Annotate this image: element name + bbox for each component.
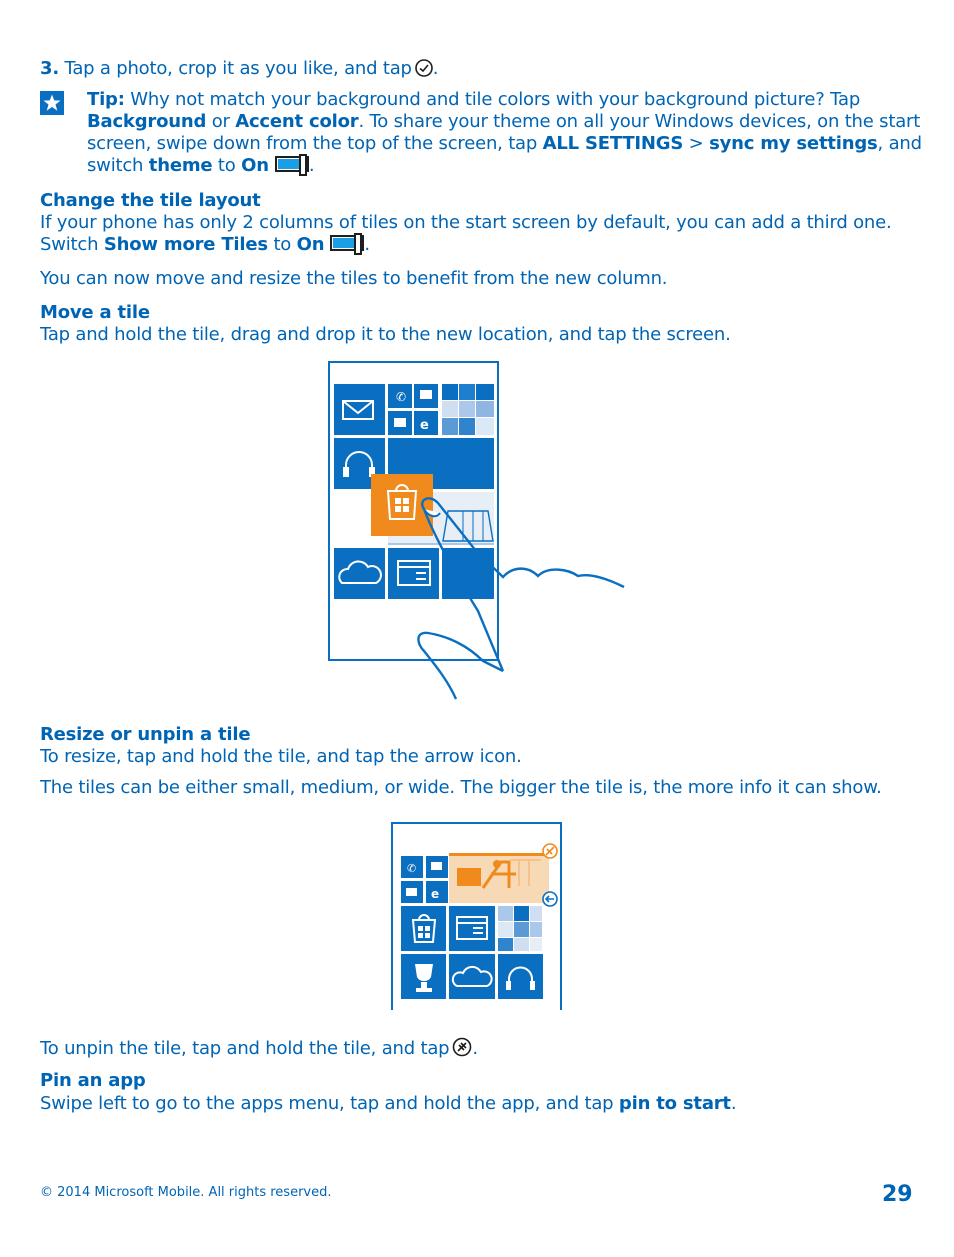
footer-copyright: © 2014 Microsoft Mobile. All rights reserved.	[40, 1185, 332, 1200]
step-3-text: Tap a photo, crop it as you like, and tap	[64, 58, 412, 79]
svg-text:e: e	[431, 887, 440, 901]
toggle-on-icon	[330, 235, 364, 251]
heading-move-tile: Move a tile	[40, 302, 150, 323]
resize-unpin-text: To resize, tap and hold the tile, and tap the arrow icon.	[40, 746, 522, 767]
change-layout-line2: Switch Show more Tiles to On .	[40, 234, 370, 255]
page-number: 29	[882, 1182, 913, 1207]
resize-sizes-text: The tiles can be either small, medium, or wide. The bigger the tile is, the more info it can show.	[40, 777, 882, 798]
step-3: 3. Tap a photo, crop it as you like, and tap .	[40, 58, 439, 79]
unpin-text: To unpin the tile, tap and hold the tile, and tap .	[40, 1038, 478, 1059]
svg-text:e: e	[420, 418, 429, 433]
move-tile-text: Tap and hold the tile, drag and drop it to the new location, and tap the screen.	[40, 324, 731, 345]
tip-paragraph: Tip: Why not match your background and tile colors with your background picture? Tap Background or Accent color. To share your theme on all your Windows devices, on the start screen, swipe down from the top of the screen, tap ALL SETTINGS > sync my settings, and switch theme to On .	[87, 89, 922, 176]
tip-label: Tip:	[87, 89, 125, 110]
checkmark-circle-icon	[415, 59, 433, 77]
heading-resize-unpin: Resize or unpin a tile	[40, 724, 251, 745]
toggle-on-icon	[275, 156, 309, 172]
tip-star-icon	[40, 91, 64, 115]
svg-text:✆: ✆	[407, 862, 417, 875]
change-layout-line1: If your phone has only 2 columns of tiles on the start screen by default, you can add a third one.	[40, 212, 892, 233]
svg-text:✆: ✆	[396, 390, 407, 404]
unpin-icon	[452, 1037, 472, 1057]
step-number: 3.	[40, 58, 59, 79]
heading-pin-app: Pin an app	[40, 1070, 146, 1091]
heading-change-tile-layout: Change the tile layout	[40, 190, 261, 211]
move-tile-illustration	[328, 361, 628, 706]
resize-tile-illustration	[391, 822, 563, 1012]
resize-note: You can now move and resize the tiles to benefit from the new column.	[40, 268, 668, 289]
pin-app-text: Swipe left to go to the apps menu, tap and hold the app, and tap pin to start.	[40, 1093, 737, 1114]
